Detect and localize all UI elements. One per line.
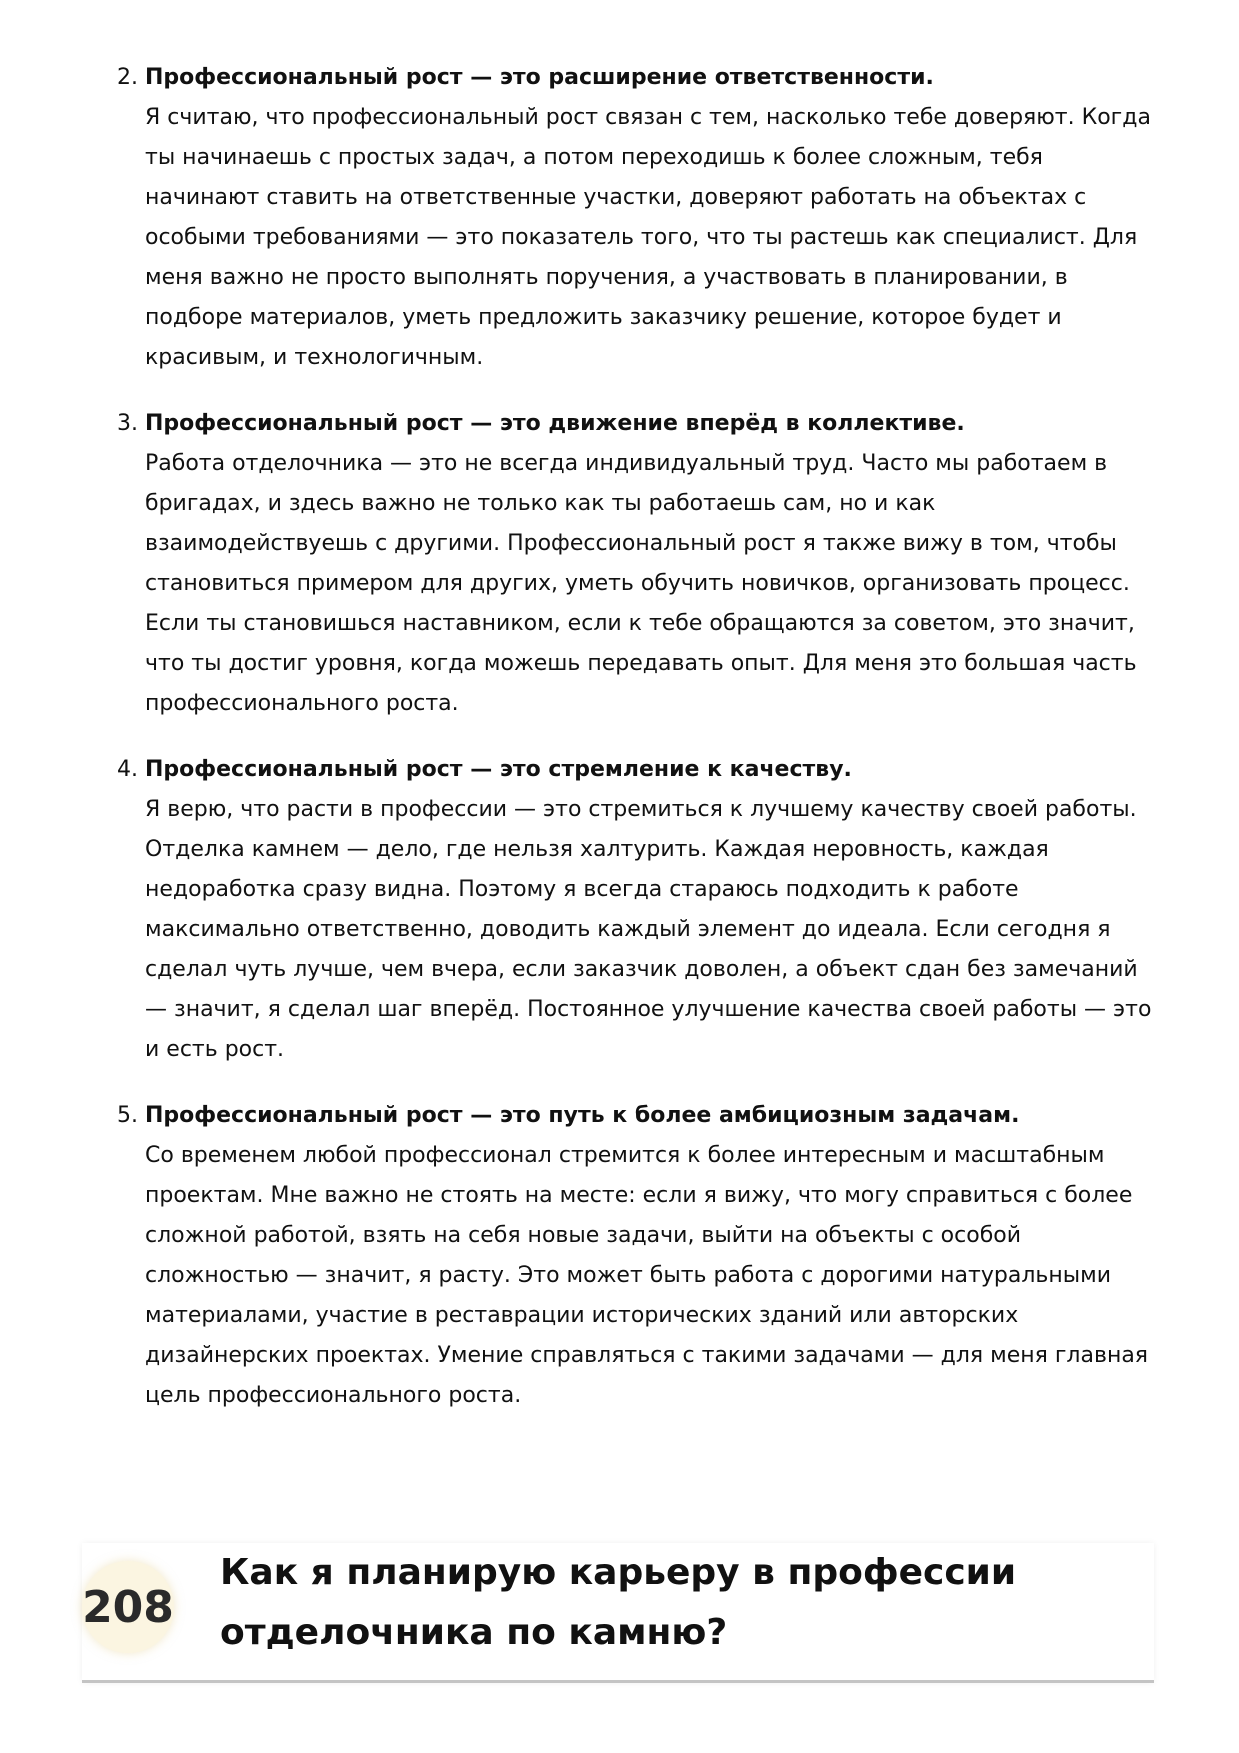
item-title: Профессиональный рост — это стремление к качеству. xyxy=(145,757,852,782)
list-item xyxy=(0,404,1160,724)
item-title: Профессиональный рост — это движение вперёд в коллективе. xyxy=(145,411,965,436)
item-number: 5. xyxy=(117,1103,138,1128)
item-text: Со временем любой профессионал стремится к более интересным и масштабным проектам. Мне важно не стоять на месте: если я вижу, что могу справиться с более сложной работой, взять на себя новые задачи, выйти на объекты с особой сложностью — значит, я расту. Это может быть работа с дорогими натуральными материалами, участие в реставрации исторических зданий или авторских дизайнерских проектах. Умение справляться с такими задачами — для меня главная цель профессионального роста. xyxy=(145,1143,1149,1408)
item-title: Профессиональный рост — это расширение ответственности. xyxy=(145,65,934,90)
numbered-list xyxy=(0,58,1239,1442)
list-item xyxy=(0,750,1160,1070)
section-number-badge: 208 xyxy=(82,1561,174,1653)
item-number: 4. xyxy=(117,757,138,782)
list-item xyxy=(0,58,1160,378)
section-title: Как я планирую карьеру в профессии отделочника по камню? xyxy=(220,1552,1017,1653)
item-text: Я верю, что расти в профессии — это стремиться к лучшему качеству своей работы. Отделка камнем — дело, где нельзя халтурить. Каждая неровность, каждая недоработка сразу видна. Поэтому я всегда стараюсь подходить к работе максимально ответственно, доводить каждый элемент до идеала. Если сегодня я сделал чуть лучше, чем вчера, если заказчик доволен, а объект сдан без замечаний — значит, я сделал шаг вперёд. Постоянное улучшение качества своей работы — это и есть рост. xyxy=(145,797,1152,1062)
section-heading xyxy=(82,1543,1154,1683)
item-number: 2. xyxy=(117,65,138,90)
item-text: Я считаю, что профессиональный рост связан с тем, насколько тебе доверяют. Когда ты начинаешь с простых задач, а потом переходишь к более сложным, тебя начинают ставить на ответственные участки, доверяют работать на объектах с особыми требованиями — это показатель того, что ты растешь как специалист. Для меня важно не просто выполнять поручения, а участвовать в планировании, в подборе материалов, уметь предложить заказчику решение, которое будет и красивым, и технологичным. xyxy=(145,105,1151,370)
item-number: 3. xyxy=(117,411,138,436)
item-title: Профессиональный рост — это путь к более амбициозным задачам. xyxy=(145,1103,1020,1128)
item-text: Работа отделочника — это не всегда индивидуальный труд. Часто мы работаем в бригадах, и здесь важно не только как ты работаешь сам, но и как взаимодействуешь с другими. Профессиональный рост я также вижу в том, чтобы становиться примером для других, уметь обучить новичков, организовать процесс. Если ты становишься наставником, если к тебе обращаются за советом, это значит, что ты достиг уровня, когда можешь передавать опыт. Для меня это большая часть профессионального роста. xyxy=(145,451,1137,716)
list-item xyxy=(0,1096,1160,1416)
